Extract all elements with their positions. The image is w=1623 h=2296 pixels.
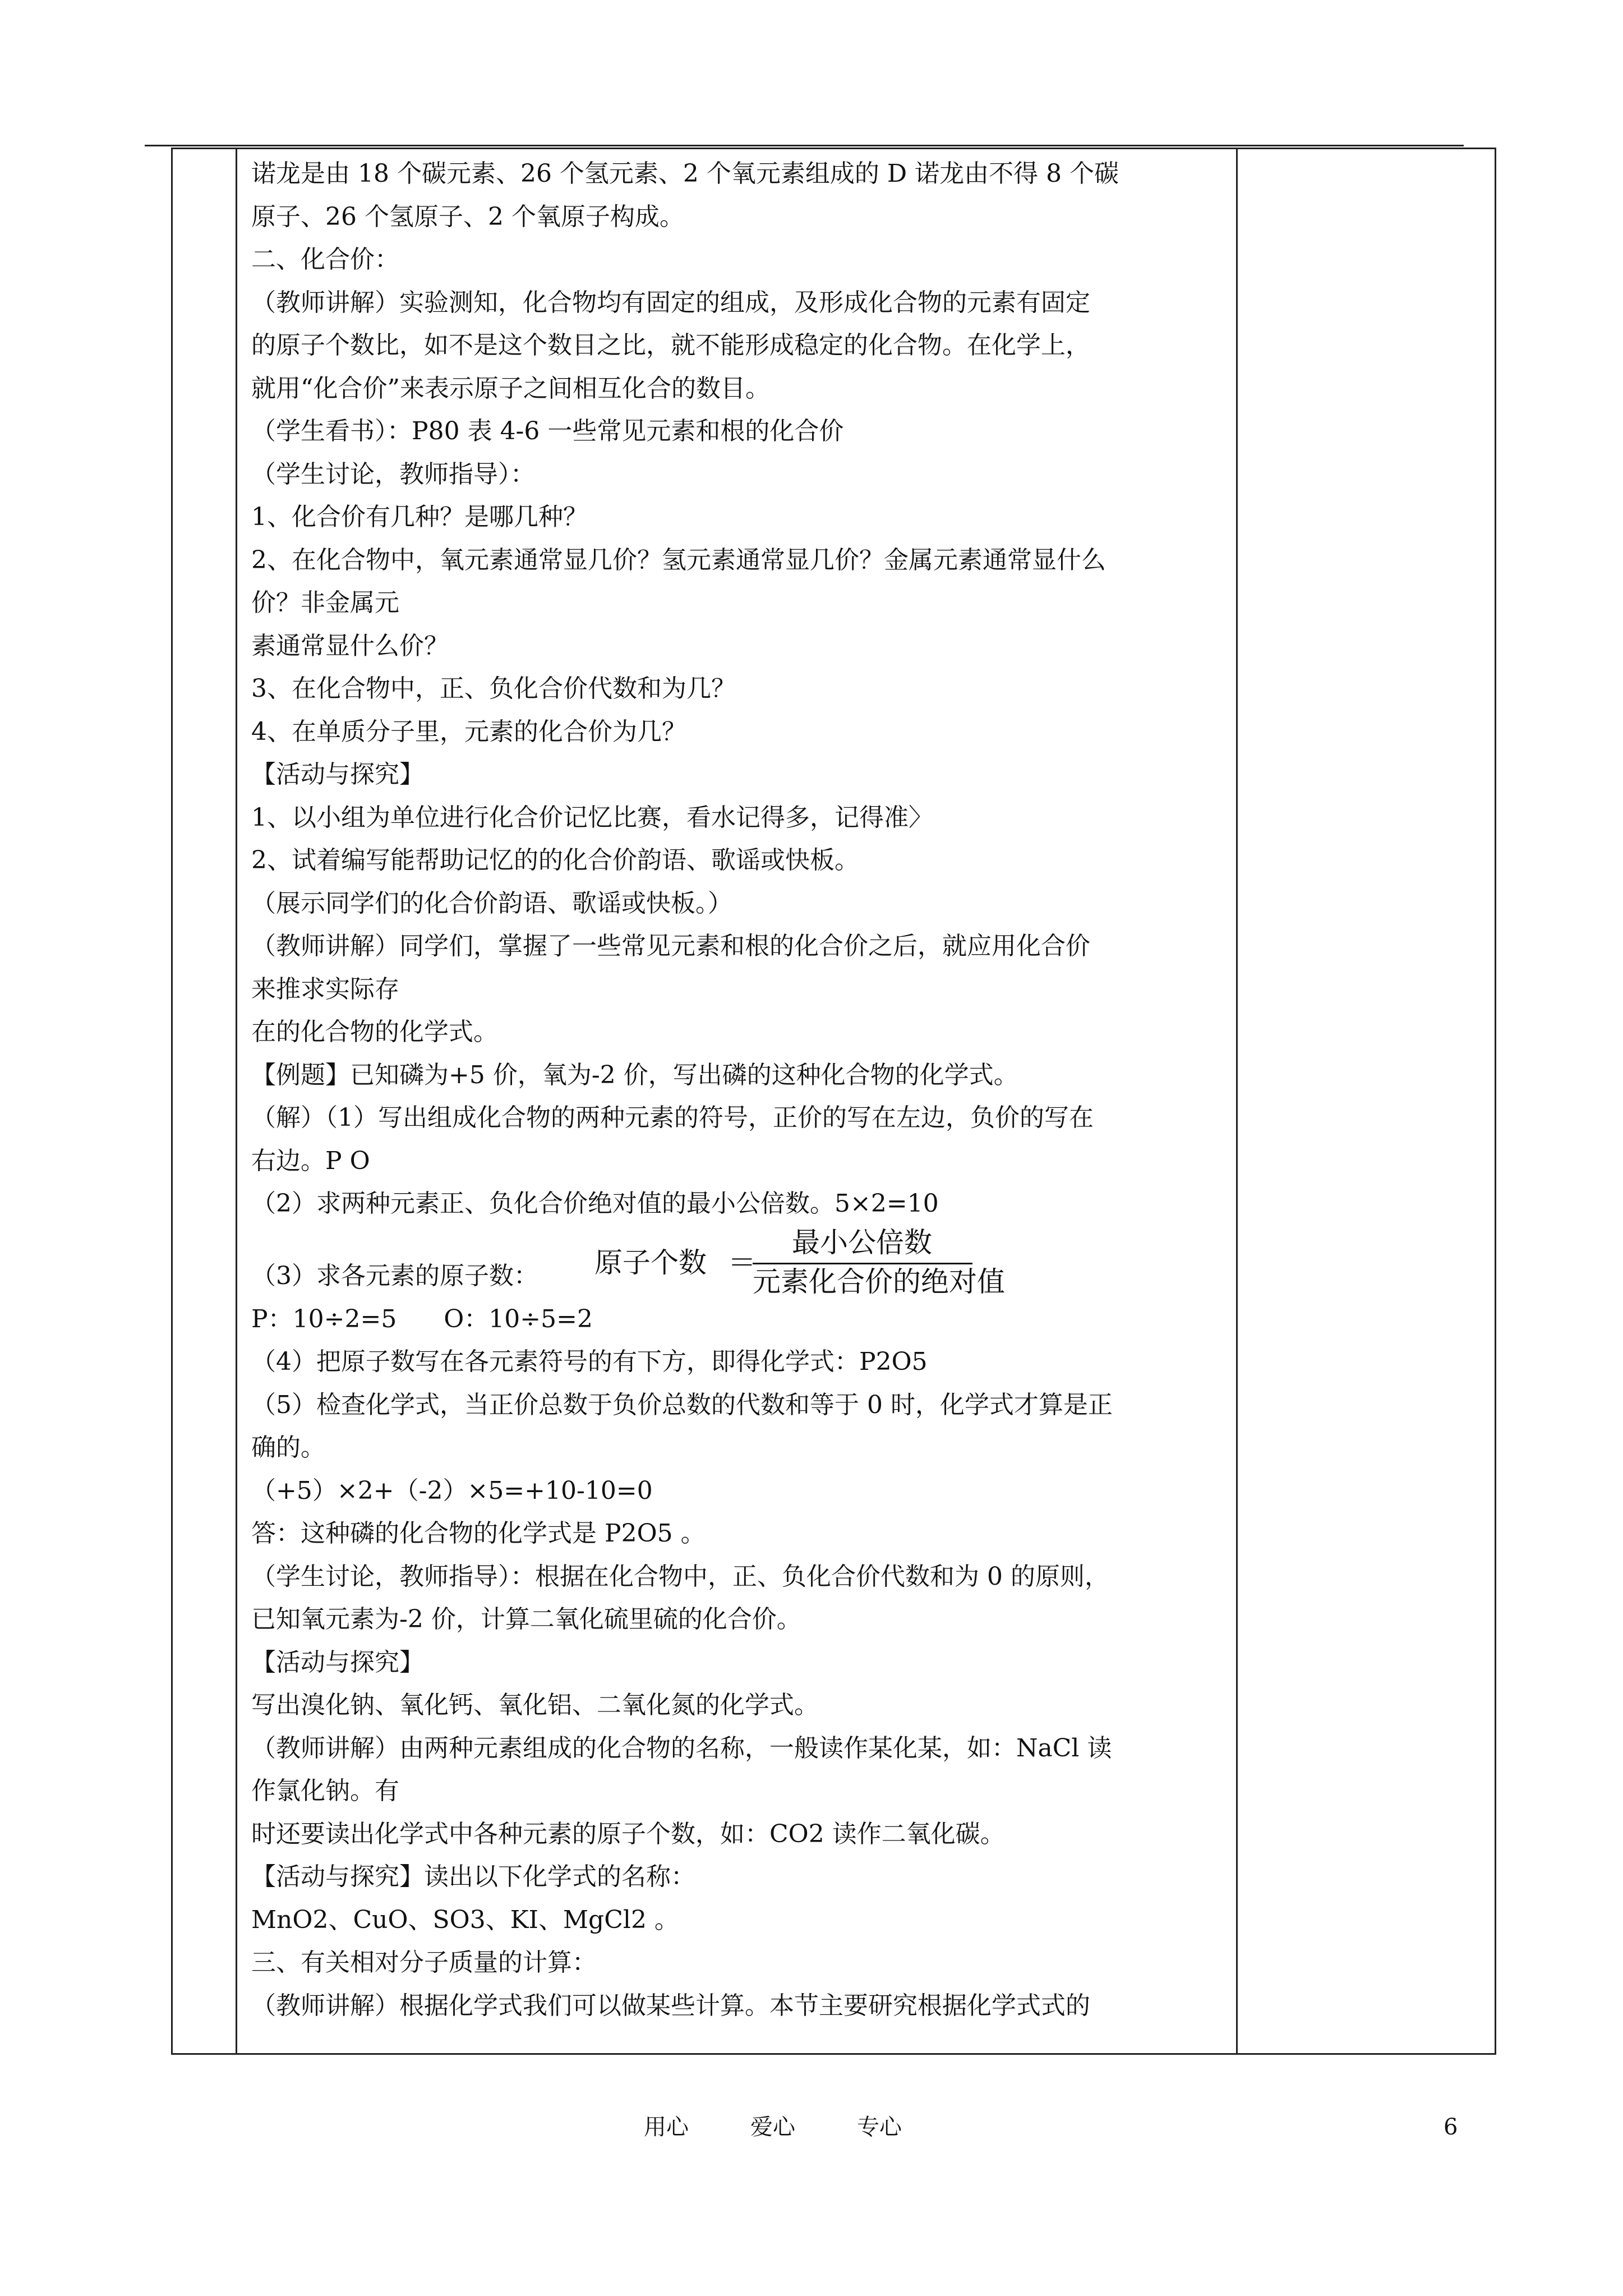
- atom-count-formula: [594, 1226, 1005, 1298]
- activity-heading: 【活动与探究】: [251, 1648, 424, 1677]
- formula-numerator: 最小公倍数: [792, 1226, 932, 1259]
- text-line: 右边。P O: [251, 1146, 370, 1175]
- text-line: 已知氧元素为-2 价，计算二氧化硫里硫的化合价。: [251, 1605, 801, 1634]
- section-heading: 三、有关相对分子质量的计算：: [251, 1948, 597, 1977]
- text-line: 4、在单质分子里，元素的化合价为几？: [251, 717, 686, 746]
- motto-word: 专心: [857, 2114, 902, 2140]
- text-line: （学生看书）：P80 表 4-6 一些常见元素和根的化合价: [251, 417, 844, 445]
- motto-word: 爱心: [750, 2114, 795, 2140]
- text-line: 1、化合价有几种？是哪几种？: [251, 503, 588, 531]
- text-line: MnO2、CuO、SO3、KI、MgCl2 。: [251, 1905, 679, 1934]
- text-line: （教师讲解）同学们，掌握了一些常见元素和根的化合价之后，就应用化合价: [251, 932, 1090, 960]
- formula-row: [251, 1226, 1227, 1298]
- text-line: 3、在化合物中，正、负化合价代数和为几？: [251, 674, 736, 703]
- formula-denominator: 元素化合价的绝对值: [753, 1265, 1005, 1298]
- step-3-label: （3）求各元素的原子数：: [251, 1262, 538, 1290]
- text-line: 价？非金属元: [251, 588, 399, 617]
- text-line: 1、以小组为单位进行化合价记忆比赛，看水记得多，记得准〉: [251, 803, 933, 832]
- text-line: （4）把原子数写在各元素符号的有下方，即得化学式：P2O5: [251, 1347, 928, 1376]
- page-footer: [0, 2110, 1623, 2144]
- text-line: （学生讨论，教师指导）：根据在化合物中，正、负化合价代数和为 0 的原则，: [251, 1562, 1109, 1591]
- formula-lhs: 原子个数: [594, 1246, 707, 1279]
- text-line: （教师讲解）由两种元素组成的化合物的名称，一般读作某化某，如：NaCl 读: [251, 1733, 1112, 1763]
- text-line: 诺龙是由 18 个碳元素、26 个氢元素、2 个氧元素组成的 D 诺龙由不得 8 个碳: [251, 159, 1119, 188]
- text-line: 答：这种磷的化合物的化学式是 P2O5 。: [251, 1519, 706, 1548]
- activity-heading: 【活动与探究】读出以下化学式的名称：: [251, 1862, 695, 1891]
- text-line: P：10÷2=5 O：10÷5=2: [251, 1304, 593, 1333]
- activity-heading: 【活动与探究】: [251, 760, 424, 789]
- page-number: 6: [1444, 2114, 1458, 2140]
- text-line: （解）（1）写出组成化合物的两种元素的符号，正价的写在左边，负价的写在: [251, 1103, 1094, 1132]
- text-line: 写出溴化钠、氧化钙、氧化铝、二氧化氮的化学式。: [251, 1691, 819, 1719]
- table-column-divider: [1236, 149, 1238, 2053]
- text-line: 2、在化合物中，氧元素通常显几价？氢元素通常显几价？金属元素通常显什么: [251, 545, 1106, 574]
- text-line: （+5）×2+（-2）×5=+10-10=0: [251, 1476, 653, 1505]
- header-rule: [145, 145, 1464, 146]
- footer-motto: [644, 2110, 963, 2144]
- text-line: （教师讲解）实验测知，化合物均有固定的组成，及形成化合物的元素有固定: [251, 288, 1090, 317]
- text-line: （5）检查化学式，当正价总数于负价总数的代数和等于 0 时，化学式才算是正: [251, 1390, 1113, 1419]
- text-line: （教师讲解）根据化学式我们可以做某些计算。本节主要研究根据化学式式的: [251, 1991, 1090, 2020]
- motto-word: 用心: [644, 2114, 689, 2140]
- text-line: （展示同学们的化合价韵语、歌谣或快板。）: [251, 889, 732, 918]
- formula-equals: ＝: [728, 1246, 756, 1279]
- text-line: 时还要读出化学式中各种元素的原子个数，如：CO2 读作二氧化碳。: [251, 1819, 1005, 1848]
- fraction-bar: [753, 1263, 972, 1264]
- text-line: （学生讨论，教师指导）：: [251, 459, 535, 489]
- example-heading: 【例题】已知磷为+5 价，氧为-2 价，写出磷的这种化合物的化学式。: [251, 1060, 1018, 1089]
- lesson-content: [251, 153, 1227, 2027]
- text-line: 来推求实际存: [251, 974, 399, 1004]
- text-line: 就用“化合价”来表示原子之间相互化合的数目。: [251, 374, 770, 403]
- text-line: 的原子个数比，如不是这个数目之比，就不能形成稳定的化合物。在化学上，: [251, 331, 1090, 360]
- section-heading: 二、化合价：: [251, 245, 399, 274]
- text-line: 确的。: [251, 1433, 325, 1462]
- text-line: （2）求两种元素正、负化合价绝对值的最小公倍数。5×2=10: [251, 1189, 939, 1218]
- table-column-divider: [236, 149, 237, 2053]
- text-line: 原子、26 个氢原子、2 个氧原子构成。: [251, 202, 684, 231]
- text-line: 作氯化钠。有: [251, 1777, 399, 1805]
- text-line: 素通常显什么价？: [251, 631, 449, 660]
- text-line: 2、试着编写能帮助记忆的的化合价韵语、歌谣或快板。: [251, 846, 859, 875]
- text-line: 在的化合物的化学式。: [251, 1018, 498, 1046]
